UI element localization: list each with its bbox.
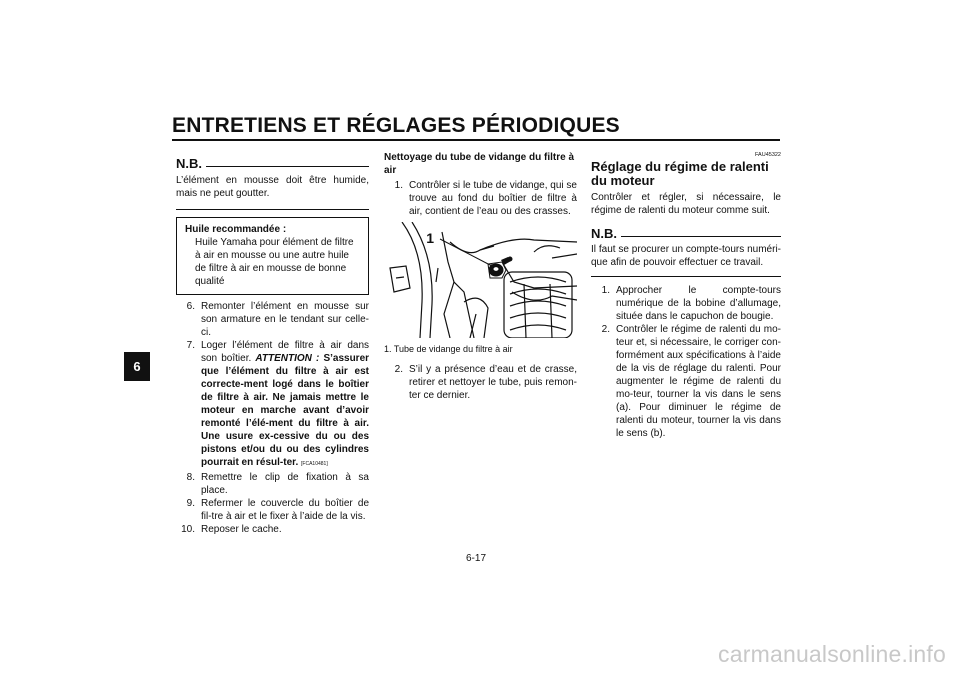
intro-text: Contrôler et régler, si nécessaire, le régime de ralenti du moteur comme suit. (591, 192, 781, 216)
item-text: S’il y a présence d’eau et de crasse, retirer et nettoyer le tube, puis remon-ter ce dernier. (409, 364, 577, 401)
item-text: Remonter l’élément en mousse sur son armature en le tendant sur celle-ci. (201, 301, 369, 338)
nb-heading (591, 227, 781, 240)
watermark: carmanualsonline.info (718, 641, 946, 667)
drain-tube-figure (384, 222, 577, 338)
item-number: 9. (186, 498, 195, 509)
section-code: FAU45322 (755, 152, 781, 158)
list-item (176, 523, 369, 536)
list-item (384, 363, 577, 402)
item-number: 8. (186, 472, 195, 483)
nb-text: Il faut se procurer un compte-tours numéri-que afin de pouvoir effectuer ce travail. (591, 244, 781, 268)
item-number: 1. (601, 285, 610, 296)
column-2-continued (384, 363, 577, 402)
column-3 (591, 151, 781, 440)
list-item (384, 179, 577, 218)
nb-label: N.B. (176, 156, 202, 171)
attention-label: ATTENTION : (255, 353, 320, 364)
nb-text: L’élément en mousse doit être humide, mais ne peut goutter. (176, 175, 369, 199)
nb-end-rule (176, 209, 369, 210)
item-text: Remettre le clip de fixation à sa place. (201, 472, 369, 496)
page-title: ENTRETIENS ET RÉGLAGES PÉRIODIQUES (172, 114, 620, 137)
item-number: 7. (186, 340, 195, 351)
list-item (176, 339, 369, 471)
item-text: Contrôler le régime de ralenti du mo-teur et, si nécessaire, le corriger con-formément aux spécifications à l’aide de la vis de réglage du ralenti. Pour augmenter le régime de ralenti du mo-teur, tourner la vis dans le sens (a). Pour diminuer le régime de ralenti du moteur, tourner la vis dans le sens (b). (616, 324, 781, 439)
page-number: 6-17 (466, 553, 487, 564)
list-item (591, 284, 781, 323)
box-title: Huile recommandée : (185, 224, 287, 235)
item-number: 6. (186, 301, 195, 312)
drain-tube-illustration (384, 222, 577, 338)
list-item (591, 323, 781, 440)
item-text: Reposer le cache. (201, 524, 282, 535)
header-rule (172, 139, 780, 141)
section-heading: Nettoyage du tube de vidange du filtre à air (384, 152, 575, 176)
attention-text: S’assurer que l’élément du filtre à air est correcte-ment logé dans le boîtier de filtre à air. Ne jamais mettre le moteur en marche avant d’avoir remonté l’élé-ment du filtre à air. Une usure ex-cessive du ou des pistons et/ou du ou des cylindres pourrait en résul-ter. (201, 353, 370, 468)
nb-end-rule (591, 276, 781, 277)
nb-label: N.B. (591, 226, 617, 241)
list-item (176, 471, 369, 497)
list-item (176, 300, 369, 339)
list-item (176, 497, 369, 523)
item-number: 1. (394, 180, 403, 191)
attention-code: [FCA10481] (301, 461, 328, 467)
item-text: Refermer le couvercle du boîtier de fil-tre à air et le fixer à l’aide de la vis. (201, 498, 369, 522)
nb-heading (176, 157, 369, 170)
item-text-a: Loger l’élément de filtre à air dans son boîtier. (201, 340, 369, 364)
item-text (201, 339, 369, 471)
item-text: Contrôler si le tube de vidange, qui se trouve au fond du boîtier de filtre à air, contient de l’eau ou des crasses. (409, 180, 577, 217)
chapter-tab: 6 (124, 352, 150, 381)
item-number: 2. (601, 324, 610, 335)
column-1 (176, 157, 369, 536)
box-text: Huile Yamaha pour élément de filtre à air en mousse ou une autre huile de filtre à air en mousse de bonne qualité (195, 237, 354, 287)
item-number: 10. (181, 524, 195, 535)
figure-caption: 1. Tube de vidange du filtre à air (384, 344, 513, 354)
item-number: 2. (394, 364, 403, 375)
item-text: Approcher le compte-tours numérique de la bobine d’allumage, située dans le capuchon de bougie. (616, 285, 781, 322)
section-heading: Réglage du régime de ralenti du moteur (591, 159, 769, 188)
column-2 (384, 151, 577, 218)
recommended-oil-box (176, 217, 369, 295)
figure-callout: 1 (426, 230, 434, 246)
